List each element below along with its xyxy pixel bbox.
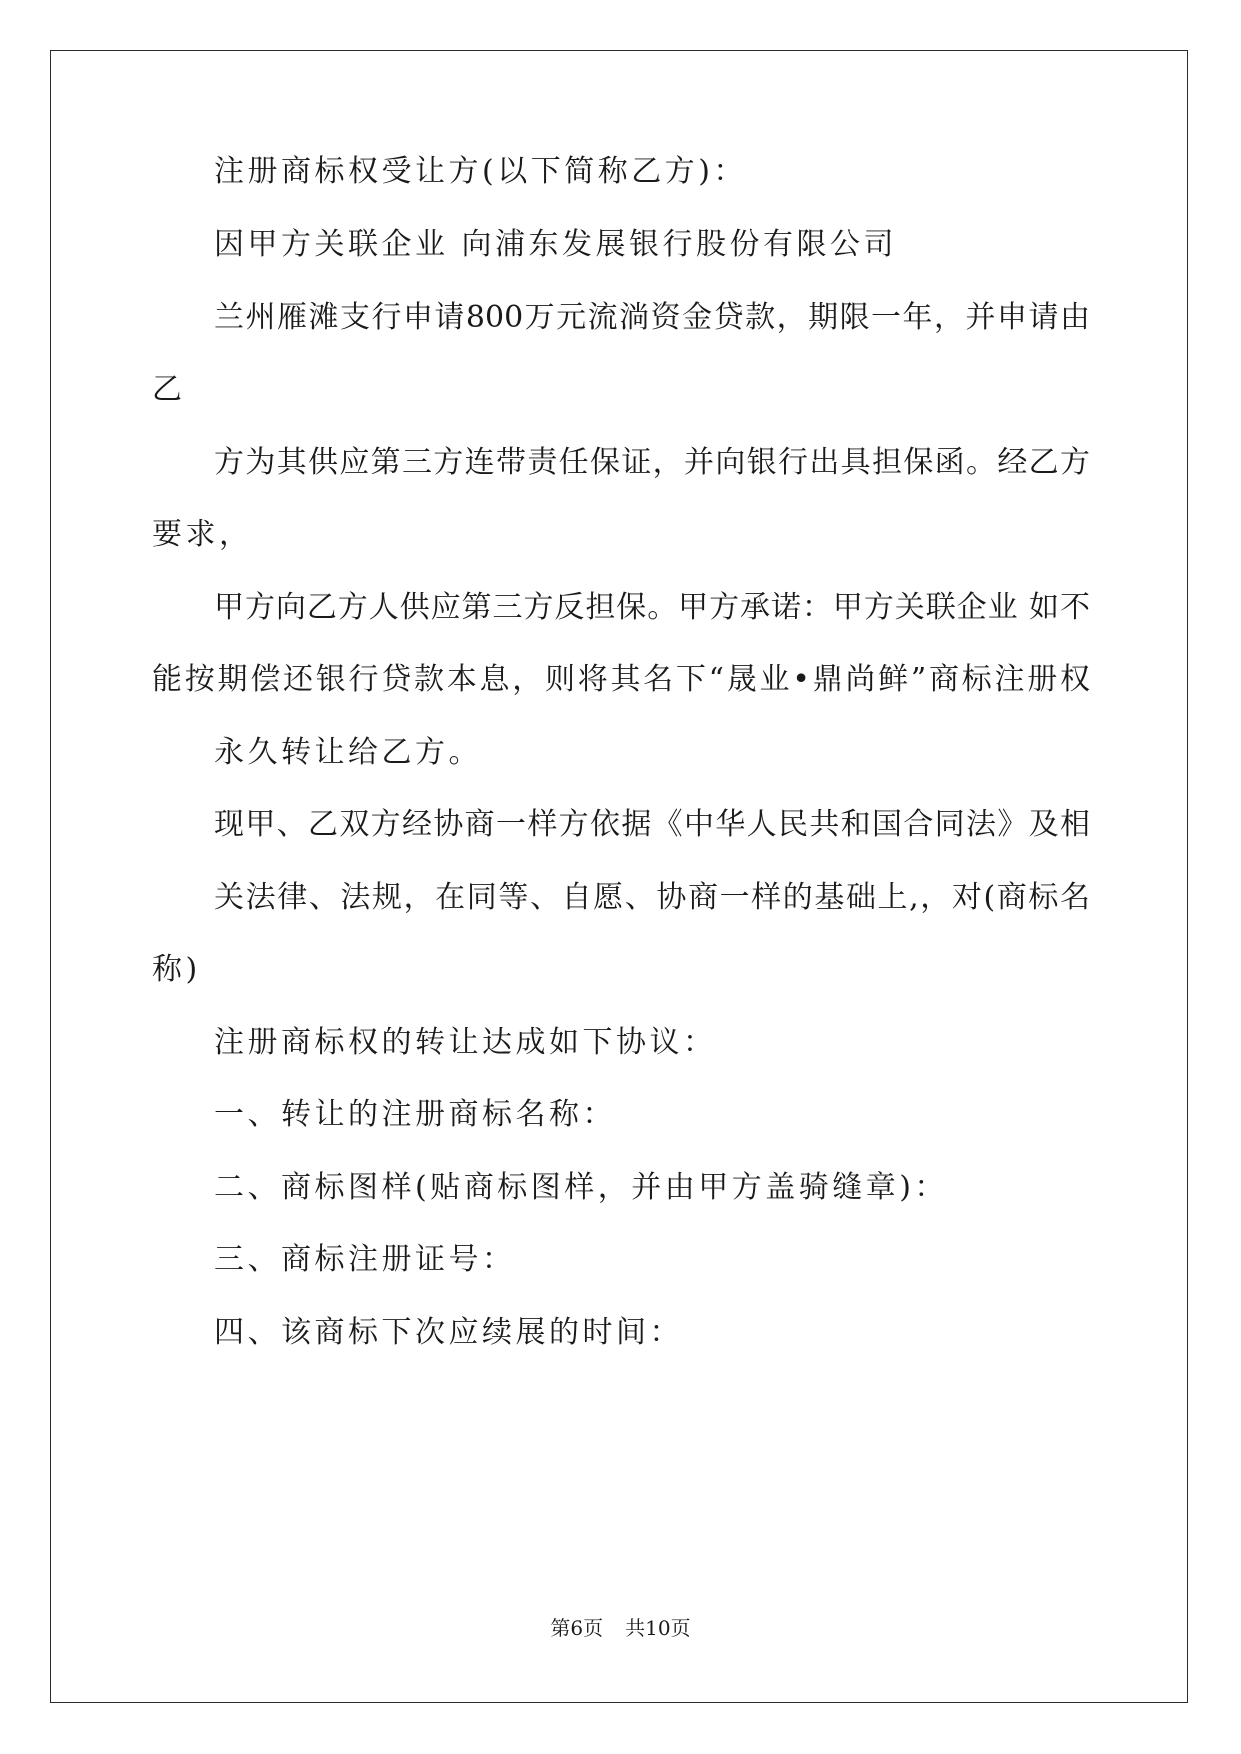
text-line: 甲方向乙方人供应第三方反担保。甲方承诺：甲方关联企业 如不 <box>214 590 1090 625</box>
text-line: 一、转让的注册商标名称： <box>214 1097 616 1132</box>
text-line: 四、该商标下次应续展的时间： <box>214 1315 683 1350</box>
text-line: 要求， <box>152 517 253 552</box>
text-line: 方为其供应第三方连带责任保证，并向银行出具担保函。经乙方 <box>214 445 1090 480</box>
text-line: 永久转让给乙方。 <box>214 735 482 770</box>
text-line: 注册商标权受让方(以下简称乙方)： <box>214 154 747 189</box>
page-total: 共10页 <box>625 1616 691 1640</box>
text-line: 关法律、法规，在同等、自愿、协商一样的基础上,，对(商标名 <box>214 880 1090 915</box>
text-line: 注册商标权的转让达成如下协议： <box>214 1025 717 1060</box>
text-line: 因甲方关联企业 向浦东发展银行股份有限公司 <box>214 227 898 262</box>
page-number: 第6页 <box>550 1616 604 1640</box>
page-footer <box>0 1615 1241 1641</box>
text-line: 兰州雁滩支行申请800万元流淌资金贷款，期限一年，并申请由 <box>214 300 1090 335</box>
text-line: 现甲、乙双方经协商一样方依据《中华人民共和国合同法》及相 <box>214 807 1090 842</box>
text-line: 称) <box>152 952 201 987</box>
text-line: 能按期偿还银行贷款本息，则将其名下“晟业•鼎尚鲜”商标注册权 <box>152 662 1090 697</box>
text-line: 三、商标注册证号： <box>214 1242 516 1277</box>
text-line: 二、商标图样(贴商标图样，并由甲方盖骑缝章)： <box>214 1170 948 1205</box>
text-line: 乙 <box>152 372 186 407</box>
